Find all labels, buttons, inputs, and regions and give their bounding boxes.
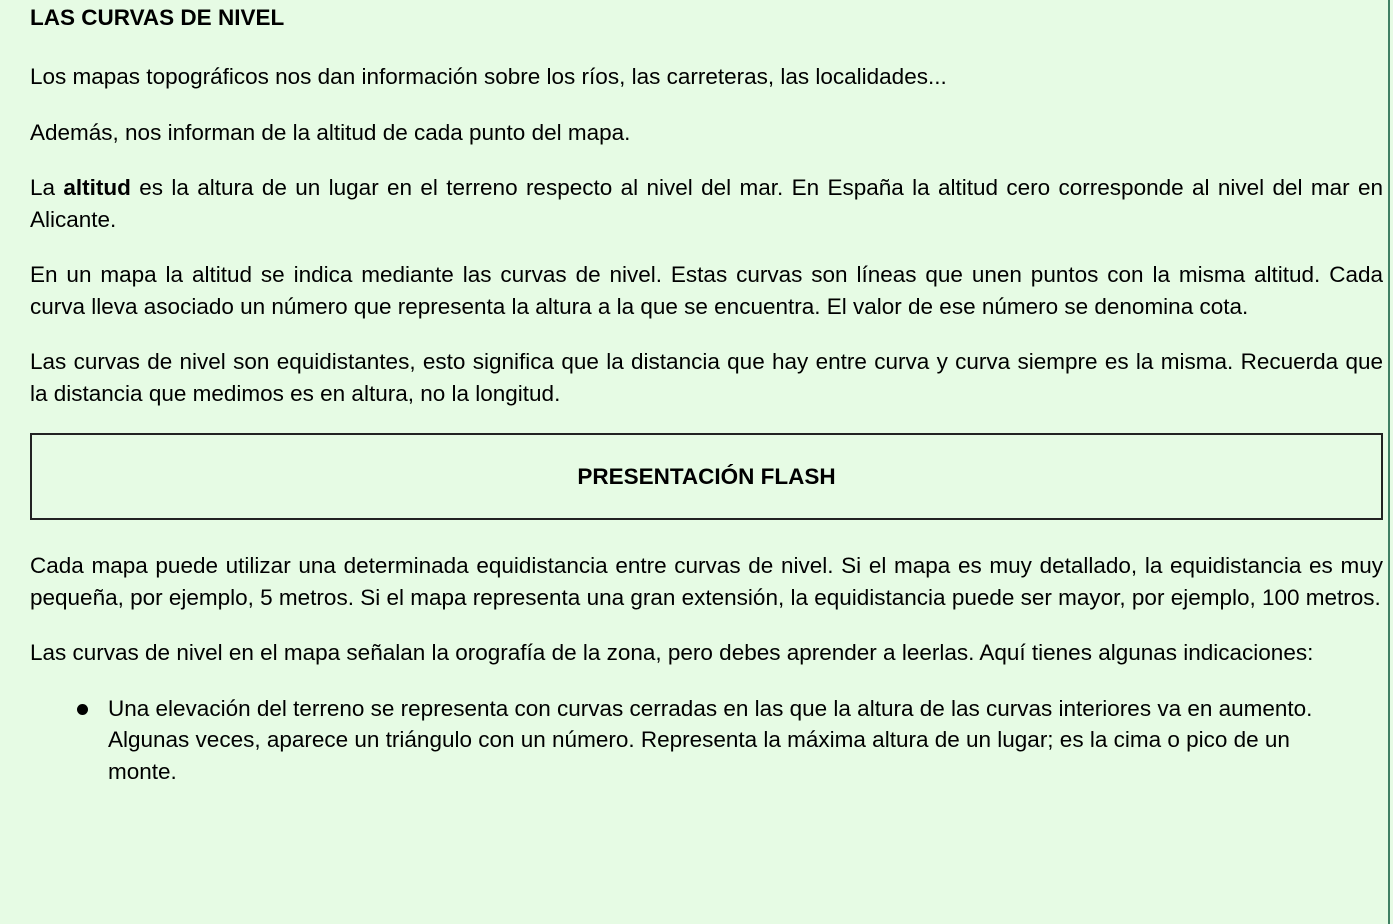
page-right-border bbox=[1388, 0, 1390, 924]
paragraph-altitude-info: Además, nos informan de la altitud de cada punto del mapa. bbox=[30, 119, 631, 145]
paragraph-text: es la altura de un lugar en el terreno respecto al nivel del mar. En España la altitud cero corresponde al nivel del mar en Alicante. bbox=[30, 175, 1383, 232]
list-item-text: Una elevación del terreno se representa con curvas cerradas en las que la altura de las curvas interiores va en aumento. Algunas veces, aparece un triángulo con un número. Representa la máxima altura de un lugar; es la cima o pico de un monte. bbox=[108, 695, 1313, 784]
paragraph-map-equidistance: Cada mapa puede utilizar una determinada equidistancia entre curvas de nivel. Si el mapa es muy detallado, la equidistancia es muy pequeña, por ejemplo, 5 metros. Si el mapa representa una gran extensión, la equidistancia puede ser mayor, por ejemplo, 100 metros. bbox=[30, 553, 1383, 610]
indications-list bbox=[30, 693, 1383, 788]
paragraph-contour-lines: En un mapa la altitud se indica mediante las curvas de nivel. Estas curvas son líneas que unen puntos con la misma altitud. Cada curva lleva asociado un número que representa la altura a la que se encuentra. El valor de ese número se denomina cota. bbox=[30, 262, 1383, 319]
page-title: LAS CURVAS DE NIVEL bbox=[30, 5, 285, 30]
paragraph-reading-instructions: Las curvas de nivel en el mapa señalan la orografía de la zona, pero debes aprender a leerlas. Aquí tienes algunas indicaciones: bbox=[30, 640, 1314, 665]
list-item bbox=[108, 693, 1358, 788]
flash-presentation-box[interactable] bbox=[30, 433, 1383, 520]
paragraph-intro: Los mapas topográficos nos dan información sobre los ríos, las carreteras, las localidades... bbox=[30, 64, 947, 89]
paragraph-text: La bbox=[30, 175, 64, 200]
flash-presentation-label: PRESENTACIÓN FLASH bbox=[577, 463, 836, 489]
paragraph-equidistance: Las curvas de nivel son equidistantes, esto significa que la distancia que hay entre curva y curva siempre es la misma. Recuerda que la distancia que medimos es en altura, no la longitud. bbox=[30, 349, 1383, 406]
bullet-icon bbox=[77, 704, 88, 715]
bold-term-altitud: altitud bbox=[63, 175, 131, 200]
paragraph-altitude-definition bbox=[30, 172, 1383, 235]
document-content bbox=[30, 0, 1383, 787]
